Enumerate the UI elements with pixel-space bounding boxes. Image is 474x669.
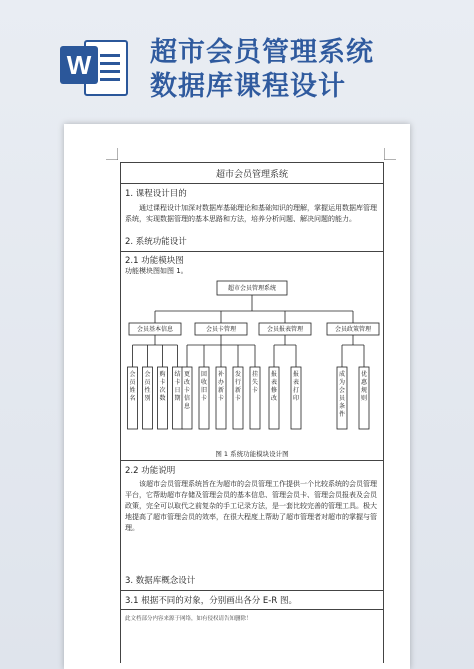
section-3-1-heading: 3.1 根据不同的对象，分别画出各分 E-R 图。 [125, 596, 297, 606]
doc-footer: 此文档部分内容来源于网络，如有侵权请告知删除！ [125, 616, 252, 622]
banner [0, 0, 474, 112]
word-letter: W [60, 46, 98, 84]
section-2-1-heading: 2.1 功能模块图 [125, 256, 184, 266]
tree-leaf-1-3 [158, 367, 168, 429]
crop-mark-tl [106, 148, 118, 160]
tree-leaf-4-2-label: 优惠规则 [360, 371, 368, 402]
title-line-1: 超市会员管理系统 [150, 37, 374, 68]
tree-leaf-2-3 [216, 367, 226, 429]
tree-module-4 [327, 323, 379, 335]
tree-module-1 [129, 323, 181, 335]
tree-leaf-1-2-label: 会员性别 [144, 371, 151, 402]
doc-header: 超市会员管理系统 [121, 163, 383, 184]
tree-module-1-label: 会员基本信息 [136, 326, 174, 333]
tree-leaf-1-1-label: 会员姓名 [129, 371, 136, 402]
tree-leaf-3-1 [269, 367, 279, 429]
tree-leaf-4-2 [359, 367, 369, 429]
tree-leaf-1-2 [143, 367, 153, 429]
tree-root-label: 超市会员管理系统 [227, 285, 277, 292]
tree-module-2-label: 会员卡管理 [205, 326, 237, 333]
tree-module-2 [195, 323, 247, 335]
tree-leaf-3-1-label: 报表修改 [270, 371, 278, 402]
tree-module-3-label: 会员报表管理 [266, 326, 304, 333]
section-1-text: 通过课程设计加深对数据库基础理论和基础知识的理解，掌握运用数据库管理系统，实现数据管理的基本思路和方法，培养分析问题、解决问题的能力。 [125, 204, 377, 223]
tree-leaf-4-1-label: 成为会员条件 [338, 371, 346, 418]
figure-caption: 图 1 系统功能模块设计图 [215, 450, 289, 458]
document-page [64, 124, 410, 669]
tree-leaf-2-3-label: 补办新卡 [217, 371, 225, 402]
tree-leaf-2-1 [182, 367, 192, 429]
tree-leaf-1-4 [173, 367, 183, 429]
tree-leaf-2-5 [250, 367, 260, 429]
tree-module-4-label: 会员政策管理 [334, 326, 372, 333]
section-2-heading: 2. 系统功能设计 [125, 237, 187, 247]
tree-module-3 [259, 323, 311, 335]
tree-leaf-1-4-label: 结卡日期 [174, 371, 181, 402]
tree-leaf-1-1 [128, 367, 138, 429]
section-2-1-subtext: 功能模块图如图 1。 [125, 267, 188, 275]
tree-leaf-4-1 [337, 367, 347, 429]
function-module-diagram [121, 275, 383, 445]
tree-leaf-2-2-label: 回收旧卡 [200, 371, 208, 402]
tree-leaf-2-1-label: 更改卡信息 [183, 371, 191, 410]
tree-root [217, 281, 287, 295]
tree-leaf-2-2 [199, 367, 209, 429]
tree-leaf-2-5-label: 挂失卡 [251, 371, 259, 394]
section-1-heading: 1. 课程设计目的 [125, 189, 187, 199]
section-3-heading: 3. 数据库概念设计 [125, 576, 196, 586]
tree-leaf-1-3-label: 购卡次数 [159, 371, 166, 402]
tree-leaf-2-4-label: 发行新卡 [234, 371, 242, 402]
tree-leaf-2-4 [233, 367, 243, 429]
section-2-2-text: 该超市会员管理系统旨在为超市的会员管理工作提供一个比较系统的会员管理平台，它帮助超市存储及管理会员的基本信息、管理会员卡、管理会员报表及会员政策，完全可以取代之前复杂的手工记录方法，是一套比较完善的管理工具。极大地提高了超市管理会员的效率，在很大程度上帮助了超市管理者对超市的掌握与管理。 [125, 480, 377, 532]
word-doc-icon [60, 36, 130, 96]
crop-mark-tr [384, 148, 396, 160]
document-frame [120, 162, 384, 663]
tree-leaf-3-2 [291, 367, 301, 429]
section-2-2-heading: 2.2 功能说明 [125, 466, 176, 476]
title-line-2: 数据库课程设计 [150, 71, 346, 102]
tree-leaf-3-2-label: 报表打印 [292, 371, 300, 402]
